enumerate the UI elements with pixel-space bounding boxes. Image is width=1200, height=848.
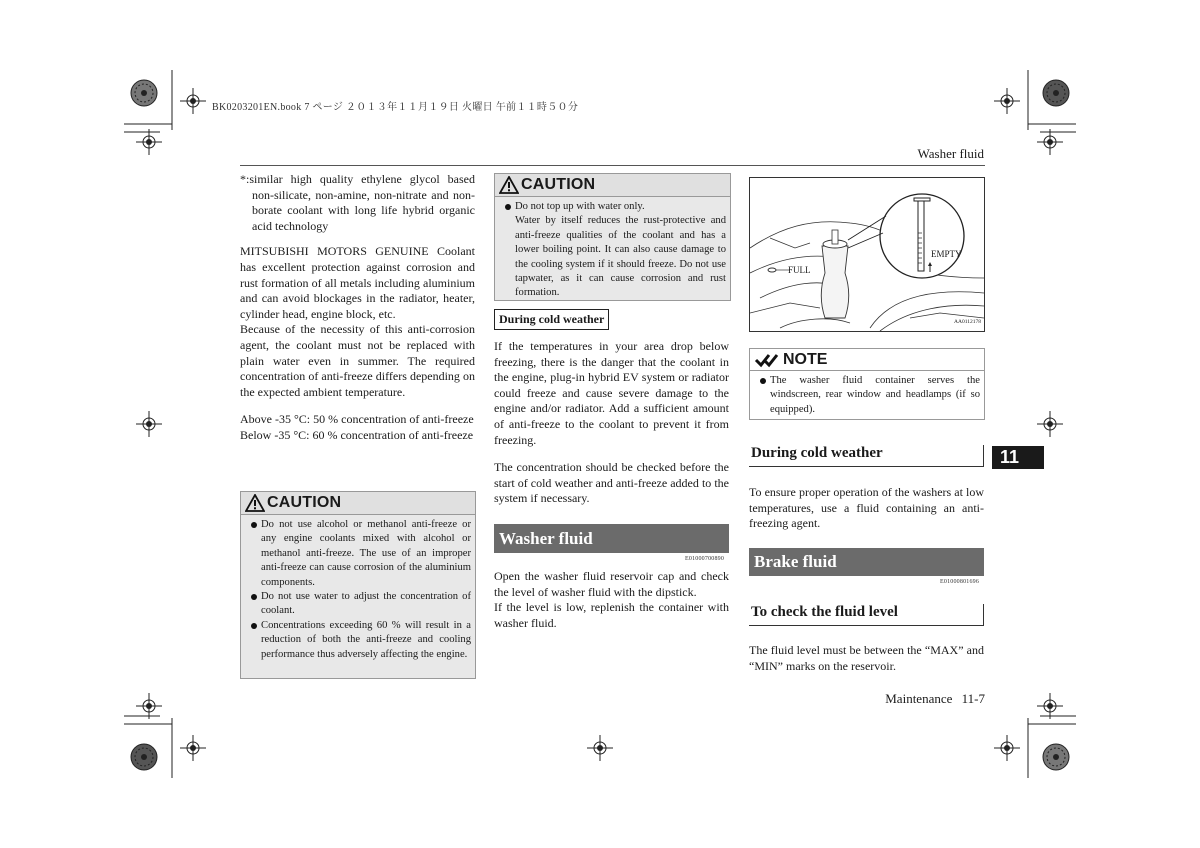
running-header: Washer fluid	[917, 146, 984, 161]
registration-target-icon	[994, 735, 1020, 761]
column-2-washer	[494, 569, 729, 631]
full-label: FULL	[788, 265, 811, 275]
paragraph: Open the washer fluid reservoir cap and check the level of washer fluid with the dipstick.	[494, 569, 729, 599]
figure-code: AA0112178	[954, 319, 981, 325]
registration-target-icon	[180, 88, 206, 114]
star-wheel-icon	[1041, 78, 1071, 108]
paragraph: If the level is low, replenish the container with washer fluid.	[494, 600, 729, 630]
paragraph: To ensure proper operation of the washers at low temperatures, use a fluid containing an anti-freezing agent.	[749, 485, 984, 531]
washer-fluid-heading: Washer fluid	[494, 524, 729, 553]
caution-item: Do not use water to adjust the concentration of coolant.	[249, 590, 471, 619]
print-info: BK0203201EN.book 7 ページ ２０１３年１１月１９日 火曜日 午前１１時５０分	[212, 102, 579, 113]
registration-target-icon	[994, 88, 1020, 114]
registration-target-icon	[587, 735, 613, 761]
paragraph: If the temperatures in your area drop below freezing, there is the danger that the coolant in the engine, plug-in hybrid EV system or radiator could freeze and cause severe damage to the engine and/or radiator. Add a sufficient amount of anti-freeze to the coolant to prevent it from freezing.	[494, 339, 729, 447]
caution-header	[241, 492, 475, 515]
footer-page-number: 11-7	[961, 691, 985, 706]
caution-item: Do not top up with water only.	[503, 200, 726, 214]
paragraph: MITSUBISHI MOTORS GENUINE Coolant has excellent protection against corrosion and rust formation of all metals including aluminium and can avoid blockages in the radiator, heater, cylinder head, engine block, etc.	[240, 244, 475, 321]
section-code: E01000700890	[685, 556, 725, 562]
registration-target-icon	[1037, 129, 1063, 155]
chapter-tab: 11	[992, 446, 1044, 469]
footnote: *:similar high quality ethylene glycol based non-silicate, non-amine, non-nitrate and non-borate coolant with long life hybrid organic acid technology	[240, 172, 475, 233]
registration-target-icon	[180, 735, 206, 761]
column-3-check	[749, 643, 984, 674]
registration-target-icon	[136, 693, 162, 719]
registration-target-icon	[1037, 411, 1063, 437]
section-code: E01000801696	[940, 579, 980, 585]
header-rule	[240, 165, 985, 166]
star-wheel-icon	[129, 78, 159, 108]
empty-label: EMPTY	[931, 249, 962, 259]
caution-detail: Water by itself reduces the rust-protective and anti-freeze qualities of the coolant and has a lower boiling point. It can also cause damage to the cooling system if it should freeze. Do not use tapwater, as it can cause corrosion and rust formation.	[515, 215, 726, 299]
caution-box	[494, 173, 731, 301]
note-item: The washer fluid container serves the windscreen, rear window and headlamps (if so equipped).	[758, 374, 980, 417]
cold-weather-heading: During cold weather	[749, 445, 984, 467]
column-1	[240, 172, 475, 444]
registration-target-icon	[1037, 693, 1063, 719]
note-header	[750, 349, 984, 371]
footer-chapter: Maintenance	[885, 691, 953, 706]
cold-weather-subheading: During cold weather	[494, 309, 609, 330]
caution-item: Concentrations exceeding 60 % will result in a reduction of both the anti-freeze and cooling performance thus adversely affecting the engine.	[249, 619, 471, 662]
caution-title: CAUTION	[521, 176, 596, 193]
note-box	[749, 348, 985, 420]
check-fluid-level-heading: To check the fluid level	[749, 604, 984, 626]
note-title: NOTE	[783, 350, 828, 368]
note-body	[750, 371, 984, 421]
paragraph: The concentration should be checked before the start of cold weather and anti-freeze added to the system if necessary.	[494, 460, 729, 506]
concentration-below: Below -35 °C: 60 % concentration of anti-freeze	[240, 427, 474, 442]
washer-reservoir-figure	[749, 177, 985, 332]
caution-body	[241, 515, 475, 666]
caution-title: CAUTION	[267, 494, 342, 511]
star-wheel-icon	[1041, 742, 1071, 772]
caution-box	[240, 491, 476, 679]
caution-body	[495, 197, 730, 305]
caution-item: Do not use alcohol or methanol anti-freeze or any engine coolants mixed with alcohol or methanol anti-freeze. The use of an improper anti-freeze can cause corrosion of the aluminium components.	[249, 518, 471, 590]
warning-triangle-icon	[499, 176, 519, 194]
note-check-icon	[754, 352, 780, 368]
page-footer	[840, 691, 985, 707]
warning-triangle-icon	[245, 494, 265, 512]
column-3-cold	[749, 485, 984, 532]
registration-target-icon	[136, 129, 162, 155]
brake-fluid-heading: Brake fluid	[749, 548, 984, 576]
paragraph: The fluid level must be between the “MAX” and “MIN” marks on the reservoir.	[749, 643, 984, 673]
caution-header	[495, 174, 730, 197]
registration-target-icon	[136, 411, 162, 437]
column-2	[494, 339, 729, 507]
paragraph: Because of the necessity of this anti-corrosion agent, the coolant must not be replaced with plain water even in summer. The required concentration of anti-freeze differs depending on the expected ambient temperature.	[240, 322, 475, 399]
concentration-above: Above -35 °C: 50 % concentration of anti-freeze	[240, 412, 474, 427]
star-wheel-icon	[129, 742, 159, 772]
